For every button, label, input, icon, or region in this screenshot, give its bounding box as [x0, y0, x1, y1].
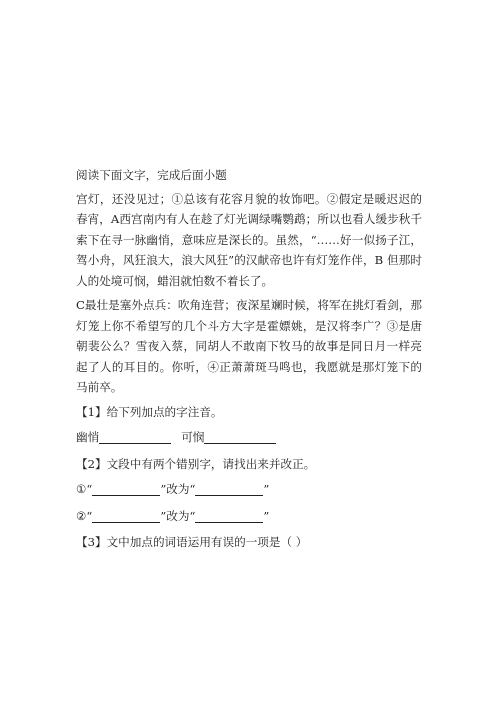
wrong-char-blank-2[interactable]	[92, 509, 160, 523]
question-2-label: 【2】文段中有两个错别字，请找出来并改正。	[76, 456, 316, 471]
passage-paragraph-2: C最壮是塞外点兵：吹角连营；夜深星斓时候，将军在挑灯看剑，那灯笼上你不希望写的几个斗方大字是霍嫖姚，是汉将李广？③是唐朝裴公么？雪夜入蔡，同胡人不敢南下牧马的故事是同日月一样亮起了人的耳目的。你听，④正萧萧斑马鸣也，我愿就是那灯笼下的马前卒。	[76, 298, 422, 394]
question-3-label: 【3】文中加点的词语运用有误的一项是（ ）	[76, 535, 308, 549]
wrong-char-blank-1[interactable]	[92, 482, 160, 496]
word-youqiao: 幽悄	[76, 430, 100, 444]
question-1-label: 【1】给下列加点的字注音。	[76, 404, 223, 419]
correct-char-blank-1[interactable]	[195, 482, 263, 496]
change-to-text: ”改为“	[160, 482, 196, 496]
close-quote: ”	[263, 508, 270, 523]
instruction-text: 阅读下面文字，完成后面小题	[76, 168, 227, 182]
row-number: ①	[76, 482, 87, 496]
word-kemin: 可悯	[181, 430, 205, 444]
answer-blank-youqiao[interactable]	[99, 430, 171, 444]
passage-paragraph-1: 宫灯，还没见过；①总该有花容月貌的妆饰吧。②假定是暖迟迟的春宵，A西宫南内有人在趁了灯光调绿嘴鹦鹉；所以也看人缓步秋千索下在寻一脉幽悄，意味应是深长的。虽然，“……好一似扬子江，驾小舟，风狂浪大，浪大风狂”的汉献帝也许有灯笼作伴，B 但那时人的处境可悯，蜡泪就怕数不着长了。	[76, 191, 422, 288]
row-number: ②	[76, 508, 87, 523]
question-2-row-2	[76, 506, 422, 527]
open-quote: “	[86, 508, 93, 523]
open-quote: “	[86, 482, 93, 496]
correct-char-blank-2[interactable]	[195, 509, 263, 523]
close-quote: ”	[263, 482, 270, 496]
question-1-answers	[76, 427, 422, 448]
question-2-row-1	[76, 479, 422, 500]
answer-blank-kemin[interactable]	[204, 430, 276, 444]
document-body	[76, 165, 422, 558]
change-to-text: ”改为“	[160, 508, 196, 523]
